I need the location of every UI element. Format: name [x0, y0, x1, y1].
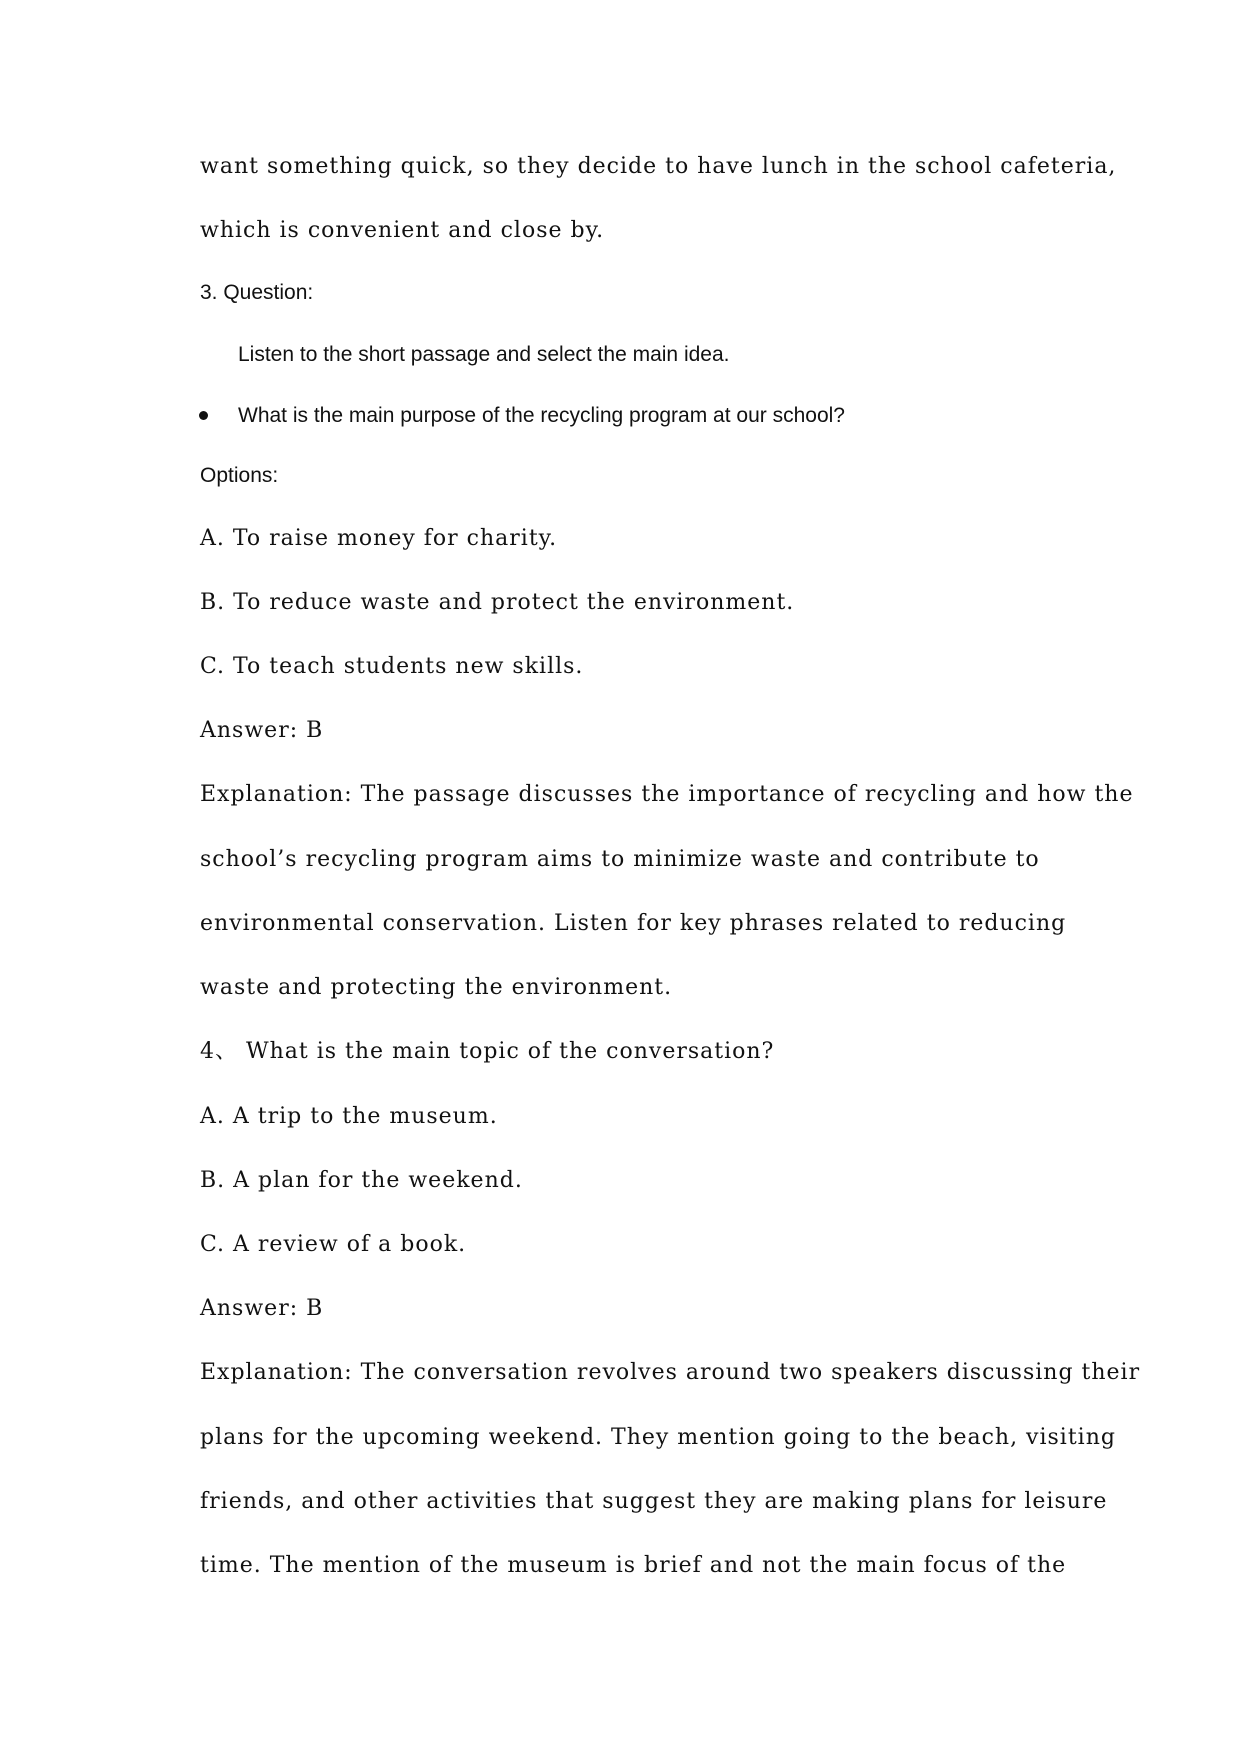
paragraph-line: which is convenient and close by.: [200, 218, 605, 243]
explanation-line: environmental conservation. Listen for key phrases related to reducing: [200, 911, 1067, 936]
explanation-line: friends, and other activities that suggest they are making plans for leisure: [200, 1489, 1108, 1514]
explanation-line: Explanation: The conversation revolves around two speakers discussing their: [200, 1360, 1141, 1385]
option-c: C. To teach students new skills.: [200, 654, 584, 679]
question-text: What is the main purpose of the recycling program at our school?: [238, 404, 845, 427]
answer-line: Answer: B: [200, 1296, 324, 1321]
option-b: B. To reduce waste and protect the environment.: [200, 590, 795, 615]
option-b: B. A plan for the weekend.: [200, 1168, 523, 1193]
question-heading: 4、 What is the main topic of the conversation?: [200, 1039, 775, 1064]
explanation-line: Explanation: The passage discusses the importance of recycling and how the: [200, 782, 1134, 807]
option-a: A. To raise money for charity.: [200, 526, 558, 551]
explanation-line: time. The mention of the museum is brief and not the main focus of the: [200, 1553, 1067, 1578]
paragraph-line: want something quick, so they decide to have lunch in the school cafeteria,: [200, 154, 1117, 179]
question-heading: 3. Question:: [200, 281, 314, 304]
explanation-line: waste and protecting the environment.: [200, 975, 673, 1000]
option-c: C. A review of a book.: [200, 1232, 467, 1257]
option-a: A. A trip to the museum.: [200, 1104, 498, 1129]
answer-line: Answer: B: [200, 718, 324, 743]
bullet-icon: [199, 411, 208, 420]
question-instruction: Listen to the short passage and select the main idea.: [238, 343, 730, 366]
options-label: Options:: [200, 464, 279, 487]
explanation-line: plans for the upcoming weekend. They mention going to the beach, visiting: [200, 1425, 1116, 1450]
explanation-line: school’s recycling program aims to minimize waste and contribute to: [200, 847, 1040, 872]
